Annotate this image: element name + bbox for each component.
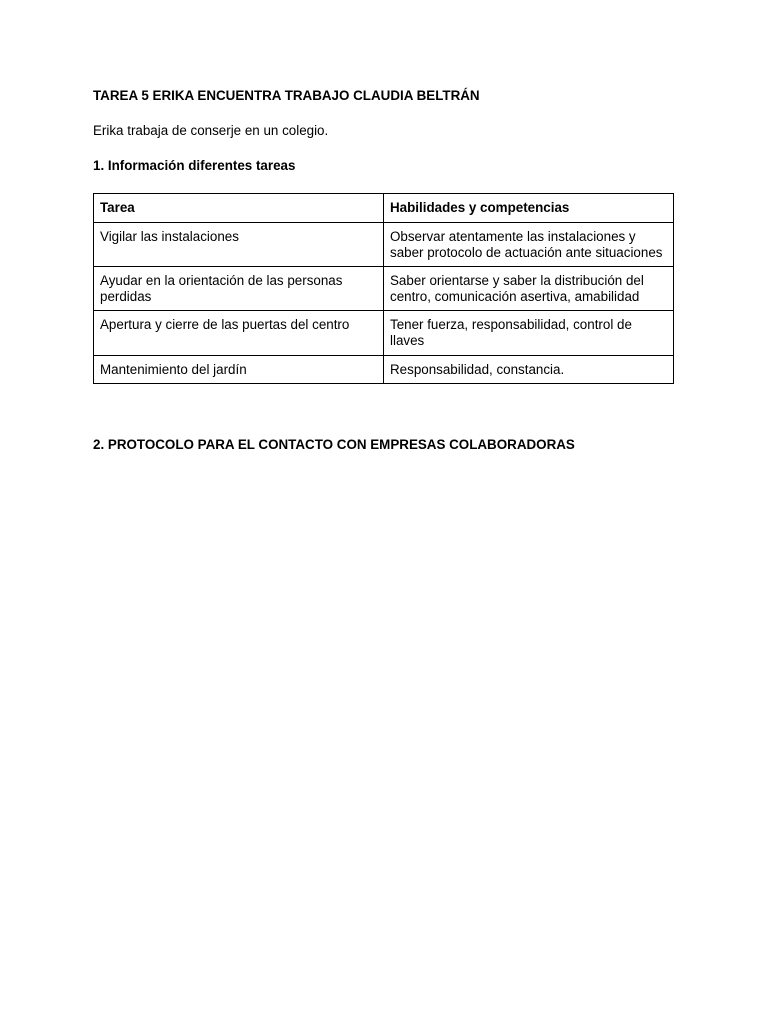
table-header-row (94, 194, 674, 223)
section-1-heading: 1. Información diferentes tareas (93, 158, 296, 173)
header-habilidades: Habilidades y competencias (384, 194, 674, 223)
task-cell: Ayudar en la orientación de las personas perdidas (94, 267, 384, 311)
skills-cell: Responsabilidad, constancia. (384, 355, 674, 384)
table-row (94, 267, 674, 311)
table-row (94, 311, 674, 355)
task-cell: Vigilar las instalaciones (94, 223, 384, 267)
document-title: TAREA 5 ERIKA ENCUENTRA TRABAJO CLAUDIA BELTRÁN (93, 88, 480, 103)
skills-cell: Observar atentamente las instalaciones y saber protocolo de actuación ante situaciones (384, 223, 674, 267)
task-cell: Mantenimiento del jardín (94, 355, 384, 384)
section-2-heading: 2. PROTOCOLO PARA EL CONTACTO CON EMPRESAS COLABORADORAS (93, 437, 575, 452)
skills-cell: Saber orientarse y saber la distribución del centro, comunicación asertiva, amabilidad (384, 267, 674, 311)
header-tarea: Tarea (94, 194, 384, 223)
intro-paragraph: Erika trabaja de conserje en un colegio. (93, 123, 329, 138)
tasks-table (93, 193, 674, 384)
skills-cell: Tener fuerza, responsabilidad, control de llaves (384, 311, 674, 355)
task-cell: Apertura y cierre de las puertas del centro (94, 311, 384, 355)
table-row (94, 355, 674, 384)
table-row (94, 223, 674, 267)
